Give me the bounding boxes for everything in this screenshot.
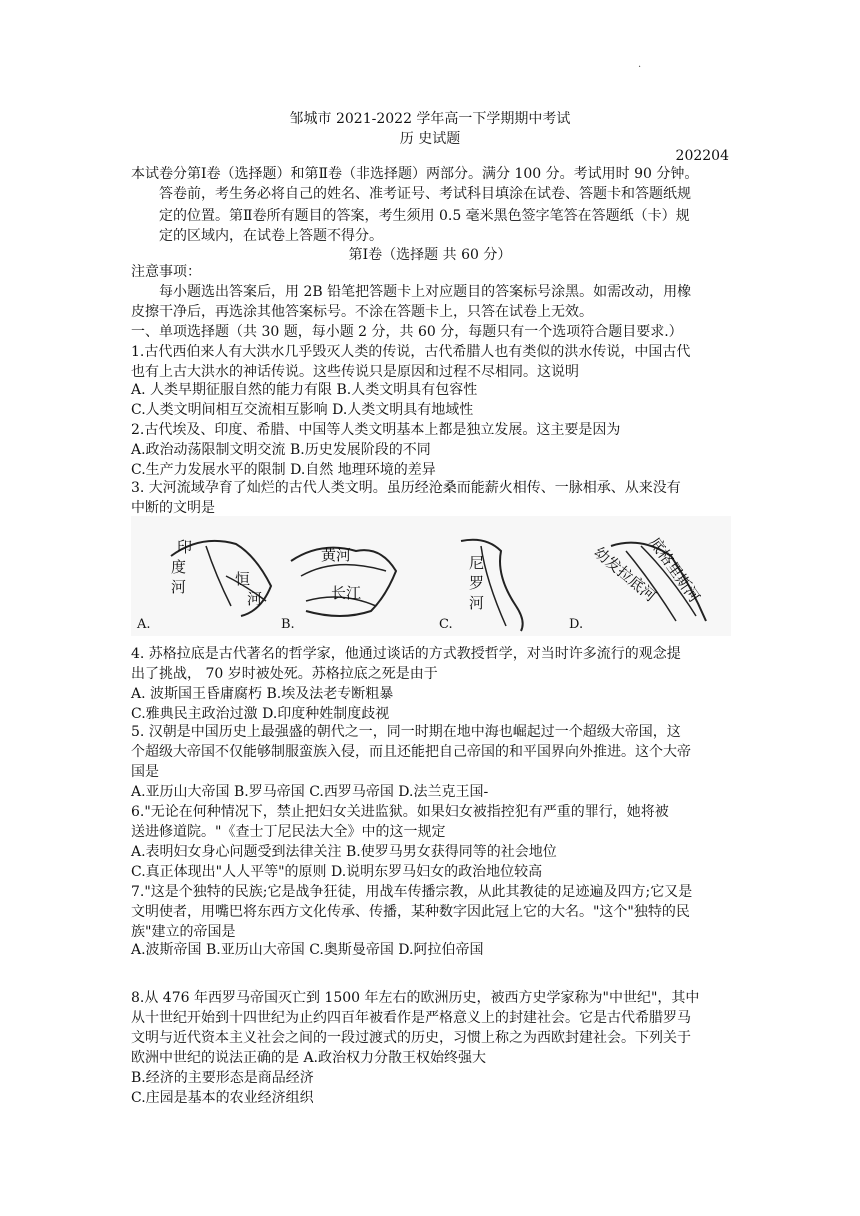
map-c-label: 尼 [469, 554, 485, 572]
question-7-options: A.波斯帝国 B.亚历山大帝国 C.奥斯曼帝国 D.阿拉伯帝国 [131, 942, 484, 958]
question-1-options: A. 人类早期征服自然的能力有限 B.人类文明具有包容性 [131, 382, 478, 398]
question-3-stem: 3. 大河流域孕育了灿烂的古代人类文明。虽历经沧桑而能薪火相传、一脉相承、从来没有 [131, 480, 681, 496]
notice-line: 皮擦干净后，再选涂其他答案标号。不涂在答题卡上，只答在试卷上无效。 [131, 304, 593, 320]
map-c-label: 河 [469, 594, 485, 612]
question-8-stem: 文明与近代资本主义社会之间的一段过渡式的历史，习惯上称之为西欧封建社会。下列关于 [131, 1030, 691, 1046]
map-c-letter: C. [439, 617, 453, 632]
map-a-letter: A. [137, 617, 151, 632]
question-6-options: C.真正体现出"人人平等"的原则 D.说明东罗马妇女的政治地位较高 [131, 864, 543, 880]
question-1-stem: 也有上古大洪水的神话传说。这些传说只是原因和过程不尽相同。这说明 [131, 364, 579, 380]
exam-title: 邹城市 2021-2022 学年高一下学期期中考试 [289, 111, 571, 127]
intro-line: 定的位置。第Ⅱ卷所有题目的答案，考生须用 0.5 毫米黑色签字笔答在答题纸（卡）规 [159, 208, 690, 224]
section-title: 第Ⅰ卷（选择题 共 60 分） [348, 247, 512, 263]
map-a-label: 印 [177, 538, 193, 556]
question-8-options: C.庄园是基本的农业经济组织 [131, 1090, 314, 1106]
river-maps-svg [131, 516, 731, 636]
question-5-stem: 国是 [131, 764, 159, 780]
question-4-stem: 4. 苏格拉底是古代著名的哲学家，他通过谈话的方式教授哲学，对当时许多流行的观念提 [131, 646, 681, 662]
question-2-options: A.政治动荡限制文明交流 B.历史发展阶段的不同 [131, 442, 431, 458]
map-a-label: 恒 [235, 570, 251, 588]
question-3-stem: 中断的文明是 [131, 500, 215, 516]
question-2-options: C.生产力发展水平的限制 D.自然 地理环境的差异 [131, 462, 436, 478]
question-6-stem: 送进修道院。"《查士丁尼民法大全》中的这一规定 [131, 824, 446, 840]
map-b-letter: B. [281, 617, 295, 632]
intro-line: 答卷前，考生务必将自己的姓名、准考证号、考试科目填涂在试卷、答题卡和答题纸规 [159, 186, 691, 202]
map-c-label: 罗 [469, 574, 485, 592]
question-2-stem: 2.古代埃及、印度、希腊、中国等人类文明基本上都是独立发展。这主要是因为 [131, 422, 621, 438]
question-7-stem: 7."这是个独特的民族;它是战争狂徒，用战车传播宗教，从此其教徒的足迹遍及四方;它又是 [131, 884, 693, 900]
map-d-letter: D. [569, 617, 584, 632]
intro-line: 定的区域内，在试卷上答题不得分。 [159, 228, 383, 244]
question-8-options: B.经济的主要形态是商品经济 [131, 1070, 314, 1086]
question-8-stem: 从十世纪开始到十四世纪为止约四百年被看作是严格意义上的封建社会。它是古代希腊罗马 [131, 1010, 691, 1026]
map-b-label: 长江 [331, 584, 362, 602]
question-4-stem: 出了挑战， 70 岁时被处死。苏格拉底之死是由于 [131, 666, 438, 682]
part-one-heading: 一、单项选择题（共 30 题，每小题 2 分，共 60 分，每题只有一个选项符合题目要求.） [131, 324, 683, 340]
map-a-label: 度 [171, 558, 187, 576]
question-6-options: A.表明妇女身心问题受到法律关注 B.使罗马男女获得同等的社会地位 [131, 844, 557, 860]
map-d-label: 底格里斯河 [645, 533, 704, 606]
map-d-label: 幼发拉底河 [590, 543, 660, 606]
map-a-label: 河 [247, 590, 263, 608]
question-1-options: C.人类文明间相互交流相互影响 D.人类文明具有地域性 [131, 402, 474, 418]
question-7-stem: 族"建立的帝国是 [131, 924, 236, 940]
question-5-stem: 个超级大帝国不仅能够制服蛮族入侵，而且还能把自己帝国的和平国界向外推进。这个大帝 [131, 744, 691, 760]
exam-subject: 历 史试题 [399, 131, 461, 147]
question-8-stem: 欧洲中世纪的说法正确的是 A.政治权力分散王权始终强大 [131, 1050, 487, 1066]
notice-label: 注意事项： [131, 264, 201, 280]
map-a-label: 河 [171, 578, 187, 596]
question-1-stem: 1.古代西伯来人有大洪水几乎毁灭人类的传说，古代希腊人也有类似的洪水传说，中国古代 [131, 344, 691, 360]
river-maps-figure [131, 516, 731, 636]
corner-dot: · [638, 62, 642, 73]
question-4-options: A. 波斯国王昏庸腐朽 B.埃及法老专断粗暴 [131, 686, 394, 702]
notice-line: 每小题选出答案后，用 2B 铅笔把答题卡上对应题目的答案标号涂黑。如需改动，用橡 [159, 284, 692, 300]
question-5-stem: 5. 汉朝是中国历史上最强盛的朝代之一，同一时期在地中海也崛起过一个超级大帝国，这 [131, 724, 681, 740]
question-8-stem: 8.从 476 年西罗马帝国灭亡到 1500 年左右的欧洲历史，被西方史学家称为"中世纪"，其中 [131, 990, 700, 1006]
question-6-stem: 6."无论在何种情况下，禁止把妇女关进监狱。如果妇女被指控犯有严重的罪行，她将被 [131, 804, 669, 820]
question-4-options: C.雅典民主政治过激 D.印度种姓制度歧视 [131, 706, 390, 722]
question-7-stem: 文明使者，用嘴巴将东西方文化传承、传播，某种数字因此冠上它的大名。"这个"独特的民 [131, 904, 690, 920]
exam-code: 202204 [675, 148, 729, 164]
map-b-label: 黄河 [321, 546, 352, 564]
intro-line: 本试卷分第Ⅰ卷（选择题）和第Ⅱ卷（非选择题）两部分。满分 100 分。考试用时 90 分钟。 [131, 166, 699, 182]
question-5-options: A.亚历山大帝国 B.罗马帝国 C.西罗马帝国 D.法兰克王国- [131, 784, 489, 800]
